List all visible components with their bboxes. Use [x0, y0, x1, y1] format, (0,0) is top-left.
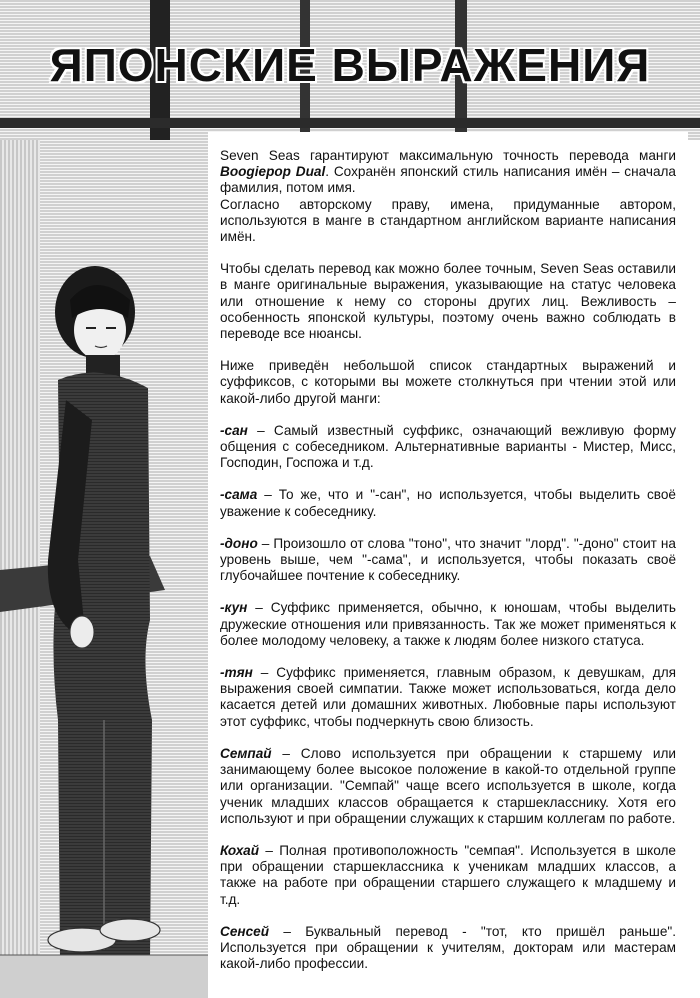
term-definition: – Слово используется при обращении к старшему или занимающему более высокое положение в какой-то отдельной группе или организации. "Семпай" чаще всего используется в школе, когда ученик младших классов обращается к старшекласснику. Хотя его используют и при обращении служащих к старшим коллегам по работе. — [220, 745, 676, 826]
intro-paragraph-1 — [220, 148, 676, 245]
term-entry-senpai — [220, 746, 676, 827]
term-entry-sensei — [220, 924, 676, 973]
intro-text-part-2: . Сохранён японский стиль написания имён – сначала фамилия, потом имя. — [220, 164, 676, 196]
term-name: Кохай — [220, 842, 260, 858]
term-entry-kohai — [220, 843, 676, 908]
term-definition: – Суффикс применяется, главным образом, к девушкам, для выражения своей симпатии. Также может использоваться, когда дело касается детей или домашних животных. Любовные пары используют этот суффикс, чтобы подчеркнуть свою близость. — [220, 665, 676, 729]
intro-paragraph-2: Чтобы сделать перевод как можно более точным, Seven Seas оставили в манге оригинальные выражения, указывающие на статус человека или отношение к нему со стороны других лиц. Вежливость – особенность японской культуры, поэтому очень важно соблюдать в переводе все нюансы. — [220, 261, 676, 342]
page-title: ЯПОНСКИЕ ВЫРАЖЕНИЯ — [49, 39, 651, 91]
manga-title: Boogiepop Dual — [220, 164, 326, 180]
term-name: -кун — [220, 600, 248, 616]
term-definition: – Произошло от слова "тоно", что значит "лорд". "-доно" стоит на уровень выше, чем "-сама", и используется, чтобы показать своё глубочайшее почтение к собеседнику. — [220, 535, 676, 584]
term-entry-kun — [220, 600, 676, 649]
intro-text-line-2: Согласно авторскому праву, имена, придуманные автором, используются в манге в стандартном английском варианте написания имён. — [220, 196, 676, 245]
term-entry-chan — [220, 665, 676, 730]
term-entry-san — [220, 423, 676, 472]
term-definition: – Суффикс применяется, обычно, к юношам, чтобы выделить дружеские отношения или привязанность. Так же может применяться к более молодому человеку, а также к людям более низкого статуса. — [220, 600, 676, 648]
intro-text-part-1: Seven Seas гарантируют максимальную точность перевода манги — [220, 148, 676, 163]
term-entry-sama — [220, 487, 676, 519]
intro-paragraph-3: Ниже приведён небольшой список стандартных выражений и суффиксов, с которыми вы можете столкнуться при чтении этой или какой-либо другой манги: — [220, 358, 676, 406]
term-name: Семпай — [220, 745, 272, 761]
term-name: -сама — [220, 487, 258, 503]
term-definition: – То же, что и "-сан", но используется, чтобы выделить своё уважение к собеседнику. — [220, 487, 676, 519]
term-name: -доно — [220, 535, 258, 551]
term-definition: – Самый известный суффикс, означающий вежливую форму общения с собеседником. Альтернативные варианты - Мистер, Мисс, Господин, Госпожа и т.д. — [220, 422, 676, 471]
glossary-content — [220, 148, 676, 988]
term-name: -тян — [220, 665, 253, 681]
term-entry-dono — [220, 536, 676, 585]
term-definition: – Полная противоположность "семпая". Используется в школе при обращении старшеклассника к ученикам младших классов, а также на работе при обращении старшего служащего к младшему и т.д. — [220, 842, 676, 907]
term-name: -сан — [220, 422, 248, 438]
term-definition: – Буквальный перевод - "тот, кто пришёл раньше". Используется при обращении к учителям, докторам или мастерам какой-либо профессии. — [220, 923, 676, 972]
term-name: Сенсей — [220, 923, 270, 939]
